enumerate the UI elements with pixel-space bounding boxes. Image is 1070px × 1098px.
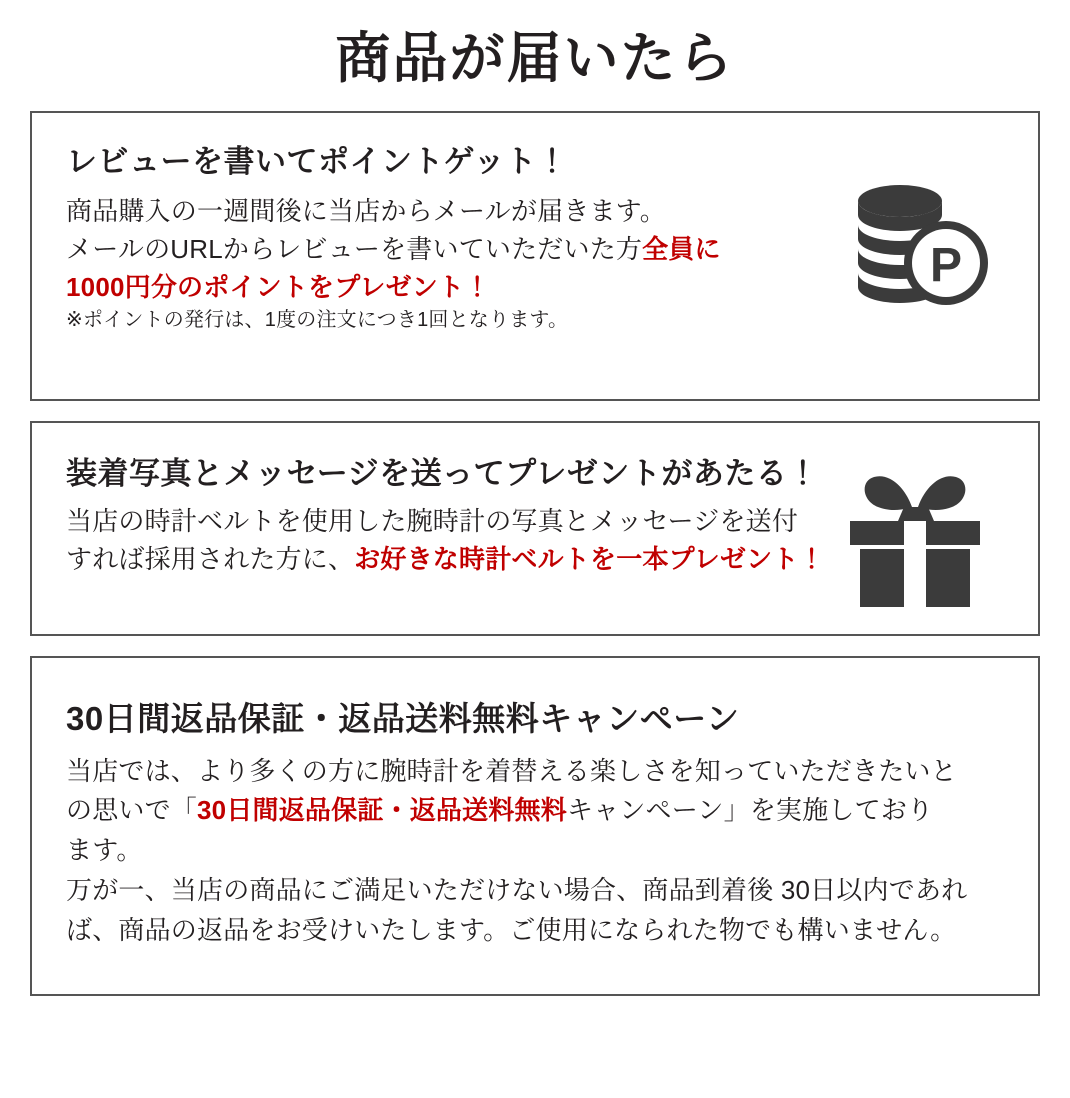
body-line [66,503,876,541]
text-segment: 万が一、当店の商品にご満足いただけない場合、商品到着後 30日以内であれ [66,874,968,905]
text-segment: 当店の時計ベルトを使用した腕時計の写真とメッセージを送付 [66,506,799,537]
card-body [66,753,1004,949]
body-line [66,792,1004,830]
card-title: レビューを書いてポイントゲット！ [66,143,569,179]
text-segment: 商品購入の一週間後に当店からメールが届きます。 [66,196,667,227]
card-review-points [30,111,1040,401]
gift-box-icon [834,463,994,613]
body-line [66,541,876,579]
card-return-guarantee [30,656,1040,996]
text-segment: の思いで「 [66,795,198,826]
body-line [66,269,826,307]
body-line [66,231,826,269]
promo-page [0,28,1070,1098]
text-segment: メールのURLからレビューを書いていただいた方 [66,233,643,264]
body-line [66,193,826,231]
coins-p-icon [842,175,992,315]
text-segment-highlight: 30日間返品保証・返品送料無料 [197,795,567,826]
text-segment-highlight: お好きな時計ベルトを一本プレゼント！ [354,543,825,574]
card-note: ※ポイントの発行は、1度の注文につき1回となります。 [66,309,569,332]
text-segment: 当店では、より多くの方に腕時計を着替える楽しさを知っていただきたいと [66,755,957,786]
text-segment-highlight: 1000円分のポイントをプレゼント！ [66,271,491,302]
text-segment: ます。 [66,835,143,866]
text-segment: ば、商品の返品をお受けいたします。ご使用になられた物でも構いません。 [66,914,957,945]
body-line [66,753,1004,791]
page-title: 商品が届いたら [335,27,735,89]
body-line [66,872,1004,910]
text-segment: キャンペーン」を実施しており [566,795,934,826]
text-segment: すれば採用された方に、 [66,543,355,574]
card-title: 装着写真とメッセージを送ってプレゼントがあたる！ [66,455,819,491]
body-line [66,832,1004,870]
card-body [66,503,876,578]
svg-text:P: P [929,238,963,292]
card-title: 30日間返品保証・返品送料無料キャンペーン [66,699,740,737]
body-line [66,912,1004,950]
text-segment-highlight: 全員に [642,233,721,264]
card-photo-message [30,421,1040,636]
card-body [66,193,826,335]
